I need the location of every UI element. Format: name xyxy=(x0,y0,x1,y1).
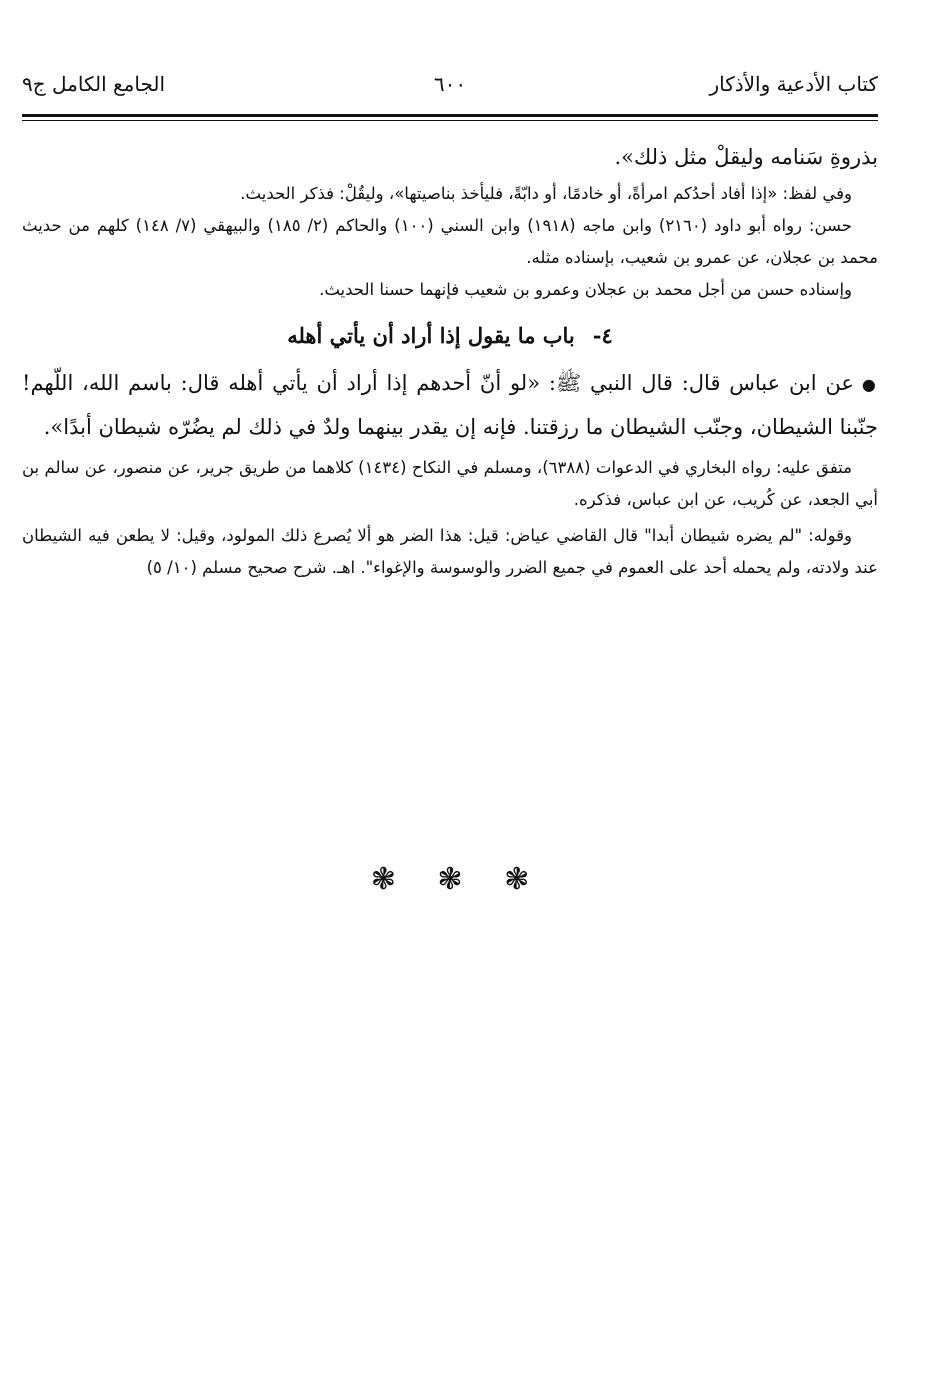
flower-ornament-icon: ❃ xyxy=(437,862,463,897)
continued-hadith-line: بذروةِ سَنامه وليقلْ مثل ذلك». xyxy=(614,145,878,169)
agreed-upon-paragraph: متفق عليه: رواه البخاري في الدعوات (٦٣٨٨)، ومسلم في النكاح (١٤٣٤) كلاهما من طريق جرير، عن منصور، عن سالم بن أبي الجعد، عن كُريب، عن ابن عباس، فذكره. xyxy=(22,458,878,509)
takhrij-paragraph: حسن: رواه أبو داود (٢١٦٠) وابن ماجه (١٩١٨) وابن السني (١٠٠) والحاكم (٢/ ١٨٥) والبيهقي (٧/ ١٤٨) كلهم من حديث محمد بن عجلان، عن عمرو بن شعيب، بإسناده مثله. xyxy=(22,216,878,267)
book-title: كتاب الأدعية والأذكار xyxy=(709,72,878,96)
chapter-heading xyxy=(22,314,878,358)
series-title: الجامع الكامل ج٩ xyxy=(22,72,166,96)
section-end-ornaments xyxy=(22,862,878,897)
header-rule-thick xyxy=(22,114,878,117)
flower-ornament-icon: ❃ xyxy=(504,862,530,897)
page-header xyxy=(22,72,878,108)
page-body xyxy=(22,136,878,584)
commentary-paragraph: وقوله: "لم يضره شيطان أبدا" قال القاضي عياض: قيل: هذا الضر هو ألا يُصرع ذلك المولود، وقيل: لا يطعن فيه الشيطان عند ولادته، ولم يحمله أحد على العموم في جميع الضرر والوسوسة والإغواء". اهـ. شرح صحيح مسلم (١٠/ ٥) xyxy=(22,526,878,577)
flower-ornament-icon: ❃ xyxy=(370,862,396,897)
hadith-paragraph xyxy=(22,362,878,448)
chapter-number: ٤- xyxy=(592,323,613,348)
isnad-note: وإسناده حسن من أجل محمد بن عجلان وعمرو بن شعيب فإنهما حسنا الحديث. xyxy=(319,280,852,299)
page-number: ٦٠٠ xyxy=(433,72,467,96)
bullet-icon: ● xyxy=(861,375,878,394)
header-rule-thin xyxy=(22,120,878,121)
page xyxy=(22,0,878,1380)
chapter-title: باب ما يقول إذا أراد أن يأتي أهله xyxy=(287,323,575,348)
hadith-text: عن ابن عباس قال: قال النبي ﷺ: «لو أنّ أحدهم إذا أراد أن يأتي أهله قال: باسم الله، اللّهم! جنّبنا الشيطان، وجنّب الشيطان ما رزقتنا. فإنه إن يقدر بينهما ولدٌ في ذلك لم يضُرّه شيطان أبدًا». xyxy=(22,371,878,439)
variant-wording: وفي لفظ: «إذا أفاد أحدُكم امرأةً، أو خادمًا، أو دابّةً، فليأخذ بناصيتها»، وليقُلْ: فذكر الحديث. xyxy=(240,184,852,203)
